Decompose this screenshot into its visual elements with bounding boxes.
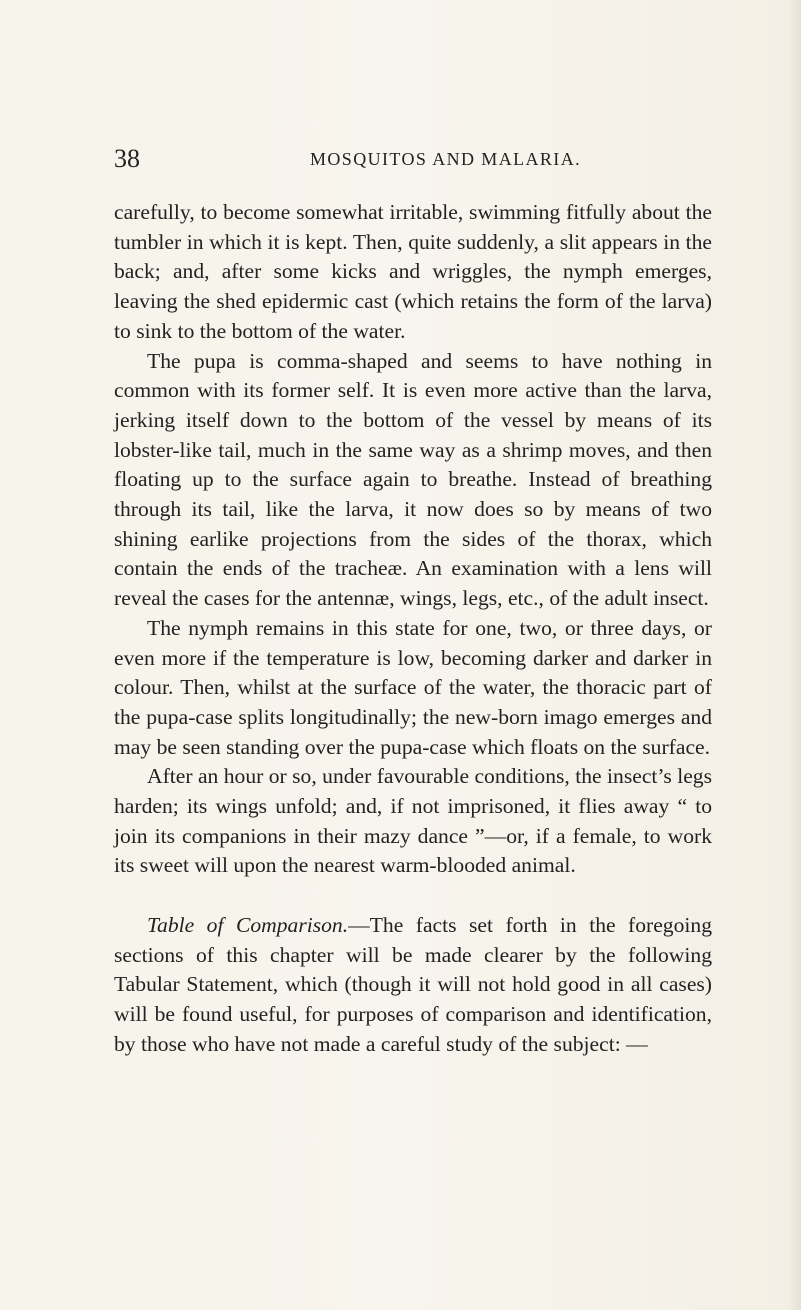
paragraph-table-text: —The facts set forth in the foregoing sections of this chapter will be made clearer by the following Tabular Statement, which (though it will not hold good in all cases) will be found useful, for purposes of comparison and identification, by those who have not made a careful study of the subject: — <box>114 912 712 1056</box>
page-number: 38 <box>114 144 140 173</box>
paragraph-table-of-comparison <box>114 911 712 1060</box>
running-head <box>114 146 712 176</box>
page-edge-shadow <box>787 0 801 1310</box>
section-heading-italic: Table of Comparison. <box>147 912 349 937</box>
body-text <box>114 198 712 1059</box>
paragraph-continued: carefully, to become somewhat irritable, swimming fitfully about the tumbler in which it is kept. Then, quite suddenly, a slit appears in the back; and, after some kicks and wriggles, the nymph emerges, leaving the shed epidermic cast (which retains the form of the larva) to sink to the bottom of the water. <box>114 200 712 343</box>
paragraph-nymph: The nymph remains in this state for one, two, or three days, or even more if the temperature is low, becoming darker and darker in colour. Then, whilst at the surface of the water, the thoracic part of the pupa-case splits longitudinally; the new-born imago emerges and may be seen standing over the pupa-case which floats on the surface. <box>114 615 712 759</box>
running-title: MOSQUITOS AND MALARIA. <box>310 149 581 169</box>
paragraph-imago: After an hour or so, under favourable conditions, the insect’s legs harden; its wings unfold; and, if not imprisoned, it flies away “ to join its companions in their mazy dance ”—or, if a female, to work its sweet will upon the nearest warm-blooded animal. <box>114 764 712 878</box>
paragraph-pupa: The pupa is comma-shaped and seems to have nothing in common with its former self. It is even more active than the larva, jerking itself down to the bottom of the vessel by means of its lobster-like tail, much in the same way as a shrimp moves, and then floating up to the surface again to breathe. Instead of breathing through its tail, like the larva, it now does so by means of two shining earlike projections from the sides of the thorax, which contain the ends of the tracheæ. An examination with a lens will reveal the cases for the antennæ, wings, legs, etc., of the adult insect. <box>114 348 712 611</box>
